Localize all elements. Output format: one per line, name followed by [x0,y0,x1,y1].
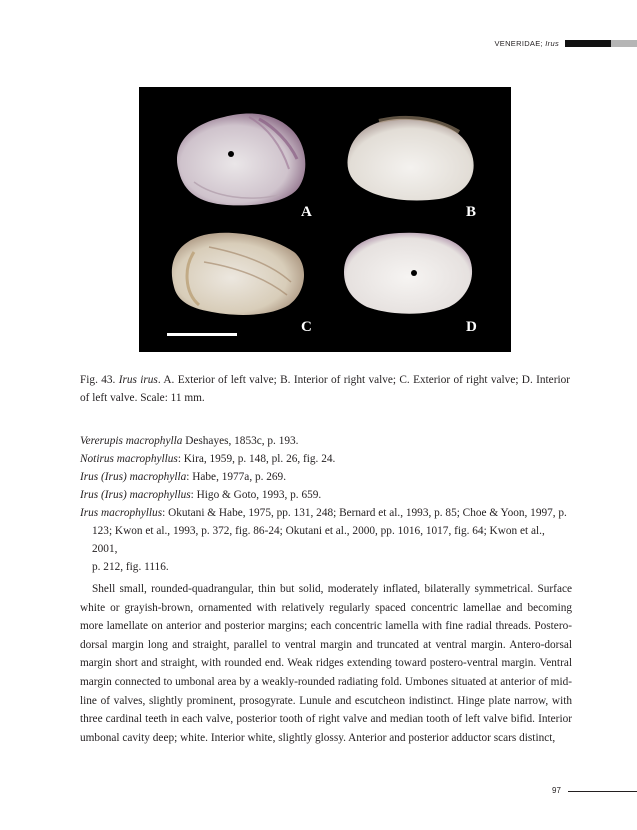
synonym-line: Notirus macrophyllus: Kira, 1959, p. 148, pl. 26, fig. 24. [80,453,336,465]
panel-label-d: D [466,319,477,335]
panel-label-c: C [301,319,312,335]
footer-rule [568,791,637,792]
shell-d [344,233,472,314]
running-header [494,37,637,49]
page-number: 97 [552,786,561,795]
shell-a [177,113,305,205]
scale-bar [167,333,237,336]
shell-b [348,118,474,201]
header-bar-black [565,40,611,47]
synonym-line: Irus macrophyllus: Okutani & Habe, 1975, pp. 131, 248; Bernard et al., 1993, p. 85; Choe & Yoon, 1997, p. 123; Kwon et al., 1993, p. 372, fig. 86-24; Okutani et al., 2000, pp. 1016, 1017, fig. 64; Kwon et al., 2001, p. 212, fig. 1116. [80,507,567,573]
shell-figure [139,87,511,352]
synonym-line: Irus (Irus) macrophylla: Habe, 1977a, p. 269. [80,471,287,483]
panel-label-b: B [466,204,477,220]
description-paragraph: Shell small, rounded-quadrangular, thin but solid, moderately inflated, bilaterally symmetrical. Surface white or grayish-brown, ornamented with relatively regularly spaced concentric lamellae and becoming more lamellate on anterior and posterior margins; each concentric lamella with fine radial threads. Postero-dorsal margin long and straight, parallel to ventral margin and truncated at ventral margin. Antero-dorsal margin short and straight, with rounded end. Weak ridges extending toward postero-ventral margin. Ventral margin connected to umbonal area by a weakly-rounded radiating fold. Umbones situated at anterior of mid-line of valves, slightly prominent, prosogyrate. Lunule and escutcheon indistinct. Hinge plate narrow, with three cardinal teeth in each valve, posterior tooth of right valve and median tooth of left valve bifid. Interior umbonal cavity deep; white. Interior white, slightly glossy. Anterior and posterior adductor scars distinct, [80,583,572,744]
panel-label-a: A [301,204,312,220]
shell-photos [139,87,511,352]
header-bar-grey [611,40,637,47]
shell-c [172,233,304,315]
synonym-line: Irus (Irus) macrophyllus: Higo & Goto, 1993, p. 659. [80,489,322,501]
synonym-line: Vererupis macrophylla Deshayes, 1853c, p. 193. [80,435,299,447]
figure-caption: Fig. 43. Irus irus. A. Exterior of left valve; B. Interior of right valve; C. Exterior of right valve; D. Interior of left valve. Scale: 11 mm. [80,374,571,404]
header-text: VENERIDAE; Irus [494,38,559,48]
